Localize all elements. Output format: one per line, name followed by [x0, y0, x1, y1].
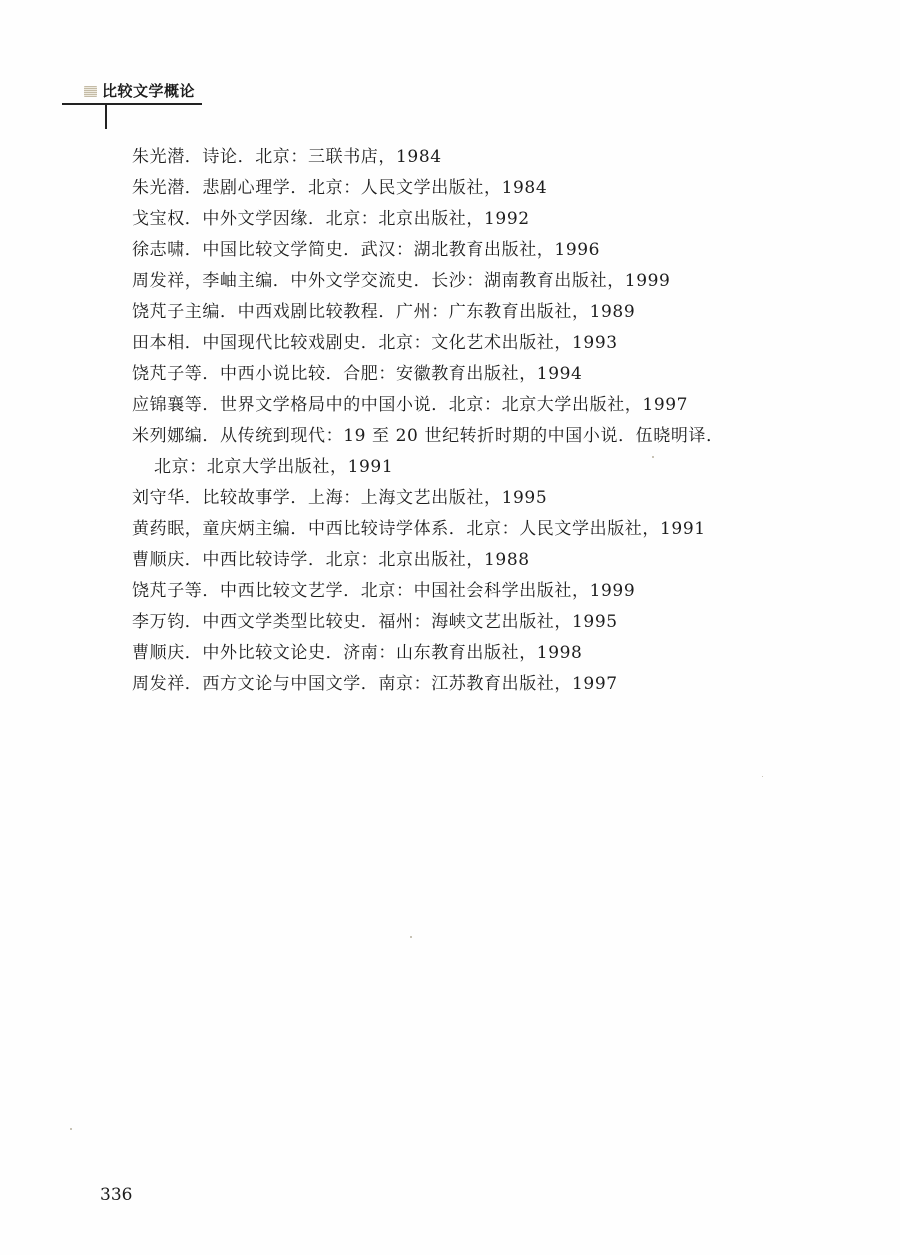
- reference-item: 周发祥，李岫主编．中外文学交流史．长沙：湖南教育出版社，1999: [132, 271, 671, 291]
- reference-item: 曹顺庆．中西比较诗学．北京：北京出版社，1988: [132, 550, 530, 570]
- reference-item: 应锦襄等．世界文学格局中的中国小说．北京：北京大学出版社，1997: [132, 395, 689, 415]
- header-rule: [62, 103, 202, 105]
- reference-item: 朱光潜．悲剧心理学．北京：人民文学出版社，1984: [132, 178, 548, 198]
- reference-item: 徐志啸．中国比较文学简史．武汉：湖北教育出版社，1996: [132, 240, 601, 260]
- reference-item: 饶芃子等．中西小说比较．合肥：安徽教育出版社，1994: [132, 364, 583, 384]
- reference-item: 刘守华．比较故事学．上海：上海文艺出版社，1995: [132, 488, 548, 508]
- reference-item: 周发祥．西方文论与中国文学．南京：江苏教育出版社，1997: [132, 674, 618, 694]
- reference-item: 米列娜编．从传统到现代：19 至 20 世纪转折时期的中国小说．伍晓明译．: [132, 426, 724, 446]
- reference-list: [132, 142, 724, 700]
- paper-speck: [652, 456, 654, 458]
- paper-speck: [410, 936, 412, 938]
- reference-item: 田本相．中国现代比较戏剧史．北京：文化艺术出版社，1993: [132, 333, 618, 353]
- header-tick: [105, 103, 107, 129]
- reference-item: 饶芃子主编．中西戏剧比较教程．广州：广东教育出版社，1989: [132, 302, 636, 322]
- reference-item: 李万钧．中西文学类型比较史．福州：海峡文艺出版社，1995: [132, 612, 618, 632]
- header-title: 比较文学概论: [102, 82, 196, 100]
- reference-item: 戈宝权．中外文学因缘．北京：北京出版社，1992: [132, 209, 530, 229]
- paper-speck: [70, 1128, 72, 1130]
- reference-item: 黄药眠，童庆炳主编．中西比较诗学体系．北京：人民文学出版社，1991: [132, 519, 706, 539]
- reference-item: 朱光潜．诗论．北京：三联书店，1984: [132, 147, 442, 167]
- reference-item-continuation: 北京：北京大学出版社，1991: [154, 457, 394, 477]
- reference-item: 曹顺庆．中外比较文论史．济南：山东教育出版社，1998: [132, 643, 583, 663]
- reference-item: 饶芃子等．中西比较文艺学．北京：中国社会科学出版社，1999: [132, 581, 636, 601]
- paper-speck: [762, 776, 763, 777]
- running-header: [62, 80, 222, 110]
- header-ornament-icon: [84, 86, 97, 97]
- page-number: 336: [100, 1185, 133, 1205]
